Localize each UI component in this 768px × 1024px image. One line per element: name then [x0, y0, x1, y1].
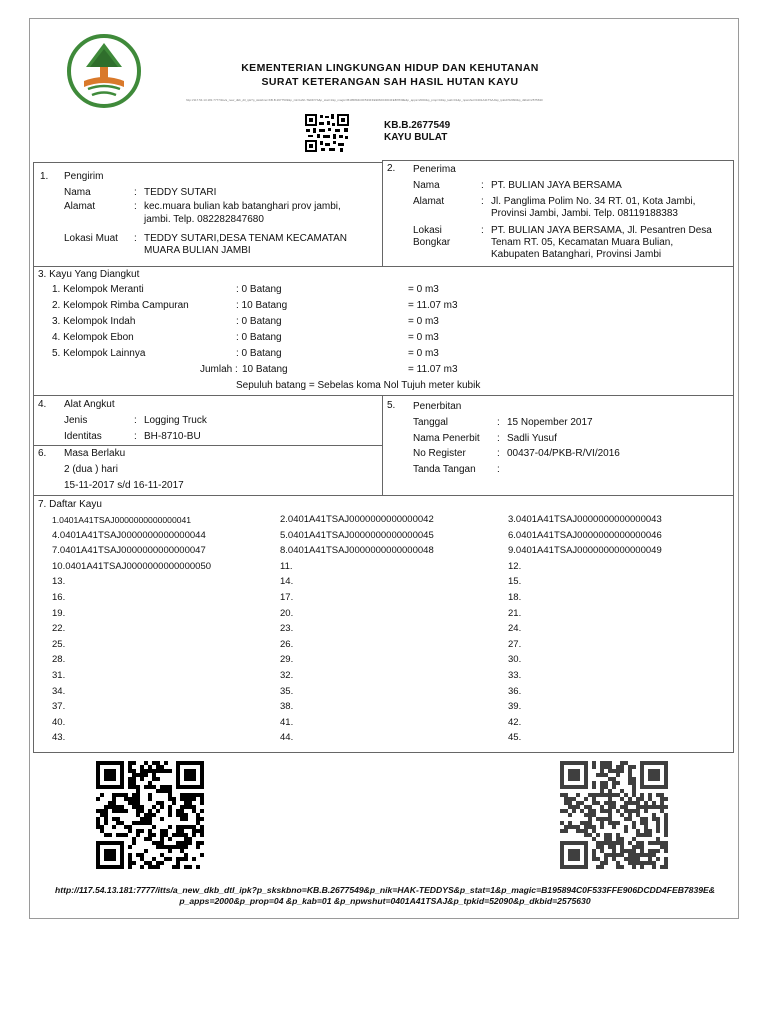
daftar-item: 6.0401A41TSAJ0000000000000046 — [508, 529, 662, 541]
daftar-item: 26. — [280, 638, 294, 650]
header-url: http://117.54.13.181:7777/itts/a_new_dkb_dtl_ipk?p_skskbno=KB.B.2677549&p_nik=HAK-TEDDYS&p_stat=1&p_magic=B195894C0F533FFE906DCDD4FEB7839E&p_apps=2000&p_prop=04&p_kab=01&p_npwshut=0401A41TSAJ&p_tpkid=52090&p_dkbid=2575630 — [186, 98, 543, 102]
penerima-alamat-line1: Jl. Panglima Polim No. 34 RT. 01, Kota Jambi, — [491, 196, 696, 207]
alat-title: Alat Angkut — [64, 399, 115, 410]
masa-title: Masa Berlaku — [64, 448, 126, 459]
pengirim-lokasi-line1: TEDDY SUTARI,DESA TENAM KECAMATAN — [144, 233, 347, 244]
daftar-item: 8.0401A41TSAJ0000000000000048 — [280, 545, 434, 557]
kayu-row-batang: : 0 Batang — [236, 284, 282, 295]
kayu-row-volume: = 0 m3 — [408, 332, 439, 343]
daftar-item: 15. — [508, 576, 522, 588]
pengirim-nama: TEDDY SUTARI — [144, 187, 217, 198]
daftar-item: 17. — [280, 592, 294, 603]
penerima-lokasi-line1: PT. BULIAN JAYA BERSAMA, Jl. Pesantren Desa — [491, 225, 712, 236]
daftar-item: 7.0401A41TSAJ0000000000000047 — [52, 545, 206, 557]
kayu-row-batang: : 10 Batang — [236, 300, 288, 311]
penerbitan-tanggal-label: Tanggal — [413, 417, 449, 428]
daftar-item: 12. — [508, 560, 522, 572]
kayu-row-name: 3. Kelompok Indah — [52, 316, 136, 327]
section-pengirim — [33, 162, 383, 267]
document-type: KAYU BULAT — [384, 132, 448, 143]
kayu-row-name: 1. Kelompok Meranti — [52, 284, 144, 295]
penerima-lokasi-label2: Bongkar — [413, 237, 451, 248]
ministry-title: KEMENTERIAN LINGKUNGAN HIDUP DAN KEHUTANAN — [241, 62, 539, 74]
daftar-item: 9.0401A41TSAJ0000000000000049 — [508, 545, 662, 557]
daftar-item: 37. — [52, 701, 66, 713]
pengirim-alamat-line2: jambi. Telp. 082282847680 — [144, 214, 264, 225]
left-qr-code — [96, 761, 210, 869]
kayu-jumlah-label: Jumlah : — [200, 364, 238, 375]
ministry-logo — [66, 33, 142, 109]
penerbitan-ttd-label: Tanda Tangan — [413, 464, 476, 475]
daftar-item: 41. — [280, 716, 294, 728]
alat-jenis-label: Jenis — [64, 415, 88, 426]
daftar-item: 40. — [52, 716, 66, 728]
daftar-item: 31. — [52, 670, 66, 681]
document-qr-code — [305, 114, 349, 152]
daftar-item: 33. — [508, 670, 522, 681]
daftar-item: 16. — [52, 592, 66, 603]
alat-jenis-colon: : — [134, 415, 137, 426]
kayu-title: 3. Kayu Yang Diangkut — [38, 269, 140, 280]
section-alat-angkut — [33, 395, 383, 446]
kayu-row-name: 5. Kelompok Lainnya — [52, 348, 146, 359]
daftar-item: 30. — [508, 654, 522, 666]
daftar-item: 5.0401A41TSAJ0000000000000045 — [280, 529, 434, 541]
penerbitan-number: 5. — [387, 400, 396, 411]
pengirim-lokasi-colon: : — [134, 233, 137, 244]
kayu-row-name: 4. Kelompok Ebon — [52, 332, 134, 343]
daftar-item: 38. — [280, 701, 294, 713]
daftar-item: 36. — [508, 685, 522, 697]
daftar-item: 1.0401A41TSAJ0000000000000041 — [52, 515, 192, 525]
penerima-title: Penerima — [413, 164, 456, 175]
document-number: KB.B.2677549 — [384, 120, 451, 131]
pengirim-number: 1. — [40, 171, 49, 182]
section-penerima — [382, 160, 734, 267]
penerbitan-penerbit-label: Nama Penerbit — [413, 433, 480, 444]
penerima-lokasi-line2: Tenam RT. 05, Kecamatan Muara Bulian, — [491, 237, 674, 248]
pengirim-alamat-colon: : — [134, 201, 137, 212]
penerima-alamat-label: Alamat — [413, 196, 445, 207]
daftar-item: 2.0401A41TSAJ0000000000000042 — [280, 514, 434, 525]
penerima-lokasi-label1: Lokasi — [413, 225, 442, 236]
footer-url-line2[interactable]: p_apps=2000&p_prop=04 &p_kab=01 &p_npwshut=0401A41TSAJ&p_tpkid=52090&p_dkbid=2575630 — [179, 896, 591, 906]
section-daftar-kayu — [33, 495, 734, 753]
daftar-item: 25. — [52, 638, 66, 650]
penerima-lokasi-colon: : — [481, 225, 484, 236]
document-page — [29, 18, 739, 919]
pengirim-lokasi-line2: MUARA BULIAN JAMBI — [144, 245, 251, 256]
daftar-item: 13. — [52, 576, 66, 588]
daftar-item: 20. — [280, 607, 294, 619]
penerima-alamat-line2: Provinsi Jambi, Jambi. Telp. 08119188383 — [491, 208, 678, 219]
kayu-row-batang: : 0 Batang — [236, 316, 282, 327]
daftar-item: 23. — [280, 623, 294, 635]
section-kayu-diangkut — [33, 266, 734, 396]
kayu-row-volume: = 0 m3 — [408, 316, 439, 327]
daftar-item: 35. — [280, 685, 294, 697]
kayu-row-volume: = 0 m3 — [408, 284, 439, 295]
pengirim-nama-label: Nama — [64, 187, 91, 198]
footer-url-line1[interactable]: http://117.54.13.181:7777/itts/a_new_dkb_dtl_ipk?p_skskbno=KB.B.2677549&p_nik=HAK-TEDDYS&p_stat=1&p_magic=B195894C0F533FFE906DCDD4FEB7839E& — [55, 885, 715, 895]
alat-identitas-label: Identitas — [64, 431, 102, 442]
daftar-item: 3.0401A41TSAJ0000000000000043 — [508, 514, 662, 525]
pengirim-alamat-line1: kec.muara bulian kab batanghari prov jambi, — [144, 201, 341, 212]
section-penerbitan — [382, 395, 734, 496]
penerima-nama-label: Nama — [413, 180, 440, 191]
penerima-number: 2. — [387, 163, 396, 174]
pengirim-alamat-label: Alamat — [64, 201, 96, 212]
daftar-item: 10.0401A41TSAJ0000000000000050 — [52, 560, 212, 572]
daftar-item: 32. — [280, 670, 294, 681]
penerbitan-penerbit-colon: : — [497, 433, 500, 444]
section-masa-berlaku — [33, 445, 383, 496]
kayu-terbilang: Sepuluh batang = Sebelas koma Nol Tujuh meter kubik — [236, 380, 481, 391]
penerima-alamat-colon: : — [481, 196, 484, 207]
daftar-item: 28. — [52, 654, 66, 666]
daftar-item: 34. — [52, 685, 66, 697]
daftar-item: 4.0401A41TSAJ0000000000000044 — [52, 529, 206, 541]
kayu-jumlah-volume: = 11.07 m3 — [408, 364, 458, 375]
masa-number: 6. — [38, 448, 47, 459]
daftar-item: 45. — [508, 732, 522, 744]
pengirim-nama-colon: : — [134, 187, 137, 198]
right-qr-code — [560, 761, 674, 869]
alat-number: 4. — [38, 399, 47, 410]
daftar-item: 43. — [52, 732, 66, 744]
alat-identitas: BH-8710-BU — [144, 431, 201, 442]
penerbitan-penerbit: Sadli Yusuf — [507, 433, 557, 444]
penerima-lokasi-line3: Kabupaten Batanghari, Provinsi Jambi — [491, 249, 662, 260]
daftar-item: 24. — [508, 623, 522, 635]
penerbitan-register-colon: : — [497, 448, 500, 459]
daftar-item: 18. — [508, 592, 522, 603]
kayu-row-volume: = 11.07 m3 — [408, 300, 458, 311]
penerbitan-tanggal: 15 Nopember 2017 — [507, 417, 593, 428]
kayu-row-name: 2. Kelompok Rimba Campuran — [52, 300, 189, 311]
penerima-nama-colon: : — [481, 180, 484, 191]
pengirim-lokasi-label: Lokasi Muat — [64, 233, 118, 244]
daftar-item: 44. — [280, 732, 294, 744]
alat-jenis: Logging Truck — [144, 415, 207, 426]
kayu-row-batang: : 0 Batang — [236, 348, 282, 359]
penerbitan-register: 00437-04/PKB-R/VI/2016 — [507, 448, 620, 459]
penerbitan-title: Penerbitan — [413, 401, 462, 412]
kayu-row-batang: : 0 Batang — [236, 332, 282, 343]
daftar-item: 22. — [52, 623, 66, 635]
penerbitan-ttd-colon: : — [497, 464, 500, 475]
pengirim-title: Pengirim — [64, 171, 104, 182]
daftar-item: 19. — [52, 607, 66, 619]
penerima-nama: PT. BULIAN JAYA BERSAMA — [491, 180, 622, 191]
daftar-item: 21. — [508, 607, 522, 619]
penerbitan-register-label: No Register — [413, 448, 466, 459]
kayu-jumlah-batang: 10 Batang — [242, 364, 288, 375]
daftar-item: 42. — [508, 716, 522, 728]
daftar-item: 39. — [508, 701, 522, 713]
daftar-item: 29. — [280, 654, 294, 666]
document-title: SURAT KETERANGAN SAH HASIL HUTAN KAYU — [261, 76, 519, 88]
masa-periode: 15-11-2017 s/d 16-11-2017 — [64, 480, 184, 491]
daftar-title: 7. Daftar Kayu — [38, 499, 102, 510]
alat-identitas-colon: : — [134, 431, 137, 442]
kayu-row-volume: = 0 m3 — [408, 348, 439, 359]
daftar-item: 14. — [280, 576, 294, 588]
daftar-item: 11. — [280, 560, 293, 572]
penerbitan-tanggal-colon: : — [497, 417, 500, 428]
daftar-item: 27. — [508, 638, 522, 650]
masa-durasi: 2 (dua ) hari — [64, 464, 118, 475]
